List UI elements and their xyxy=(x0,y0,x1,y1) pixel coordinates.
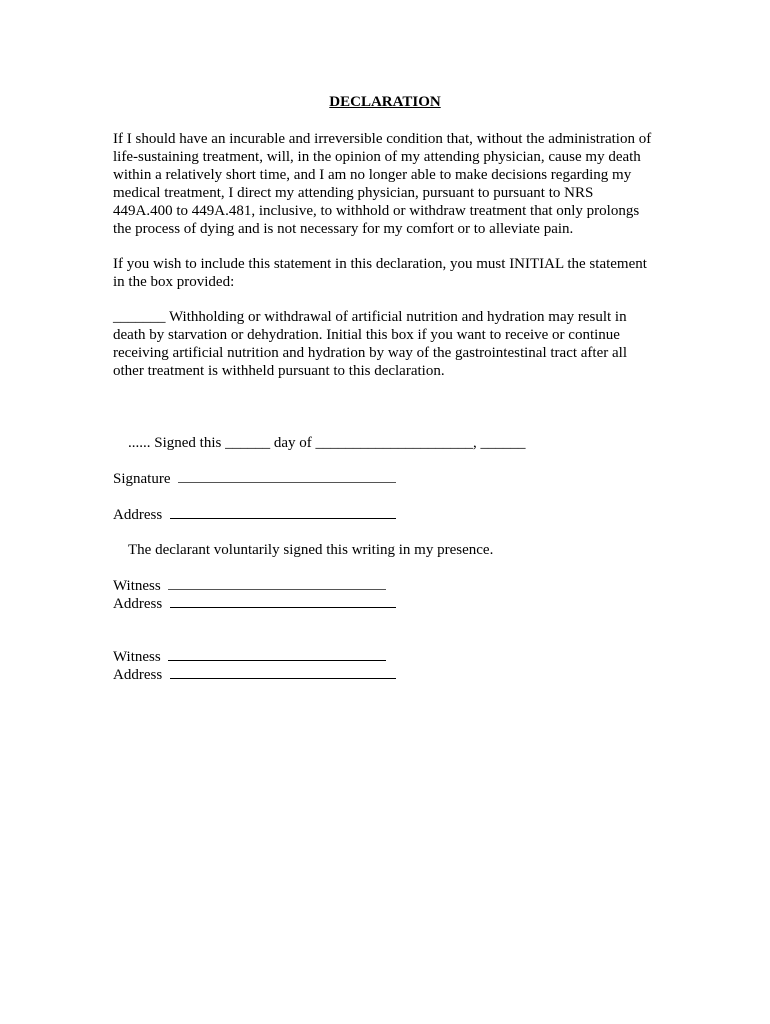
witness2-address-field[interactable] xyxy=(170,665,396,679)
address-row xyxy=(113,505,396,524)
paragraph-line: _______ Withholding or withdrawal of artificial nutrition and hydration may result in xyxy=(113,309,627,325)
address-field[interactable] xyxy=(170,505,396,519)
witness2-field[interactable] xyxy=(168,647,386,661)
signature-label: Signature xyxy=(113,471,171,487)
paragraph-line: the process of dying and is not necessary for my comfort or to alleviate pain. xyxy=(113,221,574,237)
witness1-address-field[interactable] xyxy=(170,594,396,608)
paragraph-line: within a relatively short time, and I am no longer able to make decisions regarding my xyxy=(113,167,632,183)
paragraph-line: If I should have an incurable and irreversible condition that, without the administration of xyxy=(113,131,652,147)
witness-statement: The declarant voluntarily signed this writing in my presence. xyxy=(128,542,494,558)
paragraph-directive xyxy=(113,130,661,238)
witness1-field[interactable] xyxy=(168,576,386,590)
paragraph-nutrition-option xyxy=(113,308,661,380)
witness1-address-row xyxy=(113,594,396,613)
paragraph-line: 449A.400 to 449A.481, inclusive, to withhold or withdraw treatment that only prolongs xyxy=(113,203,640,219)
witness2-row xyxy=(113,647,386,666)
witness1-address-label: Address xyxy=(113,596,163,612)
witness2-address-row xyxy=(113,665,396,684)
witness1-row xyxy=(113,576,386,595)
paragraph-line: medical treatment, I direct my attending physician, pursuant to pursuant to NRS xyxy=(113,185,594,201)
paragraph-line: in the box provided: xyxy=(113,274,235,290)
signature-field[interactable] xyxy=(178,469,396,483)
address-label: Address xyxy=(113,507,163,523)
paragraph-line: If you wish to include this statement in this declaration, you must INITIAL the statement xyxy=(113,256,647,272)
witness1-label: Witness xyxy=(113,578,161,594)
paragraph-line: life-sustaining treatment, will, in the opinion of my attending physician, cause my death xyxy=(113,149,641,165)
paragraph-line: death by starvation or dehydration. Initial this box if you want to receive or continue xyxy=(113,327,620,343)
paragraph-line: receiving artificial nutrition and hydration by way of the gastrointestinal tract after all xyxy=(113,345,627,361)
signature-row xyxy=(113,469,396,488)
signed-date-line[interactable]: ...... Signed this ______ day of _____________________, ______ xyxy=(128,435,526,451)
witness2-address-label: Address xyxy=(113,667,163,683)
paragraph-initial-instruction xyxy=(113,255,661,291)
document-title: DECLARATION xyxy=(329,94,441,110)
paragraph-line: other treatment is withheld pursuant to this declaration. xyxy=(113,363,445,379)
witness2-label: Witness xyxy=(113,649,161,665)
